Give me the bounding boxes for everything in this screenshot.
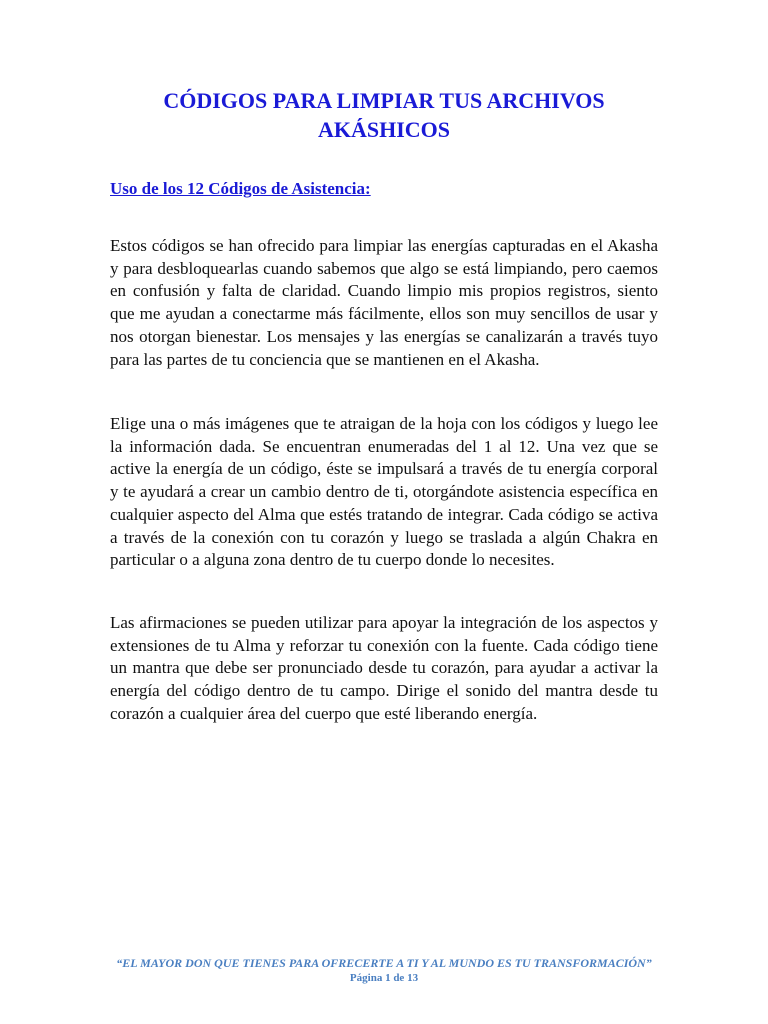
page-title: CÓDIGOS PARA LIMPIAR TUS ARCHIVOS AKÁSHICOS — [163, 88, 605, 142]
page-number: Página 1 de 13 — [349, 972, 419, 984]
footer-quote: “EL MAYOR DON QUE TIENES PARA OFRECERTE A TI Y AL MUNDO ES TU TRANSFORMACIÓN” — [116, 956, 652, 970]
paragraph-3: Las afirmaciones se pueden utilizar para apoyar la integración de los aspectos y extensiones de tu Alma y reforzar tu conexión con la fuente. Cada código tiene un mantra que debe ser pronunciado desde tu corazón, para ayudar a activar la energía del código dentro de tu campo. Dirige el sonido del mantra desde tu corazón a cualquier área del cuerpo que esté liberando energía. — [110, 613, 658, 723]
section-heading: Uso de los 12 Códigos de Asistencia: — [110, 179, 371, 198]
paragraph-1: Estos códigos se han ofrecido para limpiar las energías capturadas en el Akasha y para desbloquearlas cuando sabemos que algo se está limpiando, pero caemos en confusión y falta de claridad. Cuando limpio mis propios registros, siento que me ayudan a conectarme más fácilmente, ellos son muy sencillos de usar y nos otorgan bienestar. Los mensajes y las energías se canalizarán a través tuyo para las partes de tu conciencia que se mantienen en el Akasha. — [110, 236, 658, 369]
paragraph-2: Elige una o más imágenes que te atraigan de la hoja con los códigos y luego lee la información dada. Se encuentran enumeradas del 1 al 12. Una vez que se active la energía de un código, éste se impulsará a través de tu energía corporal y te ayudará a crear un cambio dentro de ti, otorgándote asistencia específica en cualquier aspecto del Alma que estés tratando de integrar. Cada código se activa a través de la conexión con tu corazón y luego se traslada a algún Chakra en particular o a alguna zona dentro de tu cuerpo donde lo necesites. — [110, 414, 658, 570]
